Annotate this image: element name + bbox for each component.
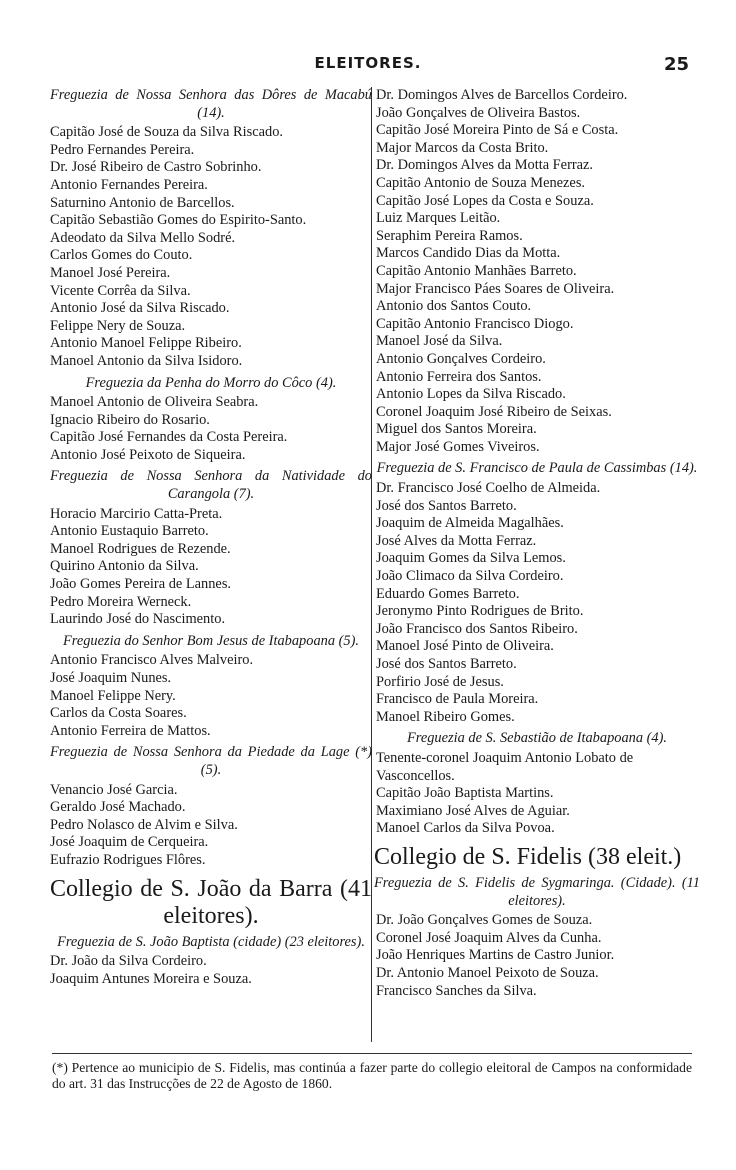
elector-name: Manoel Felippe Nery. xyxy=(50,687,176,704)
college-heading: Collegio de S. Fidelis (38 eleit.) xyxy=(374,843,682,870)
elector-name: Capitão José Fernandes da Costa Pereira. xyxy=(50,429,288,446)
elector-name: Eduardo Gomes Barreto. xyxy=(376,585,520,602)
page-number: 25 xyxy=(664,54,690,75)
parish-heading: Freguezia de S. Fidelis de Sygmaringa. (Cidade). (11 eleitores). xyxy=(374,874,700,909)
elector-list xyxy=(374,480,700,726)
elector-name: Pedro Moreira Werneck. xyxy=(50,593,192,610)
elector-name: José dos Santos Barreto. xyxy=(376,656,517,672)
elector-name: Coronel José Joaquim Alves da Cunha. xyxy=(376,929,602,946)
elector-name: Eufrazio Rodrigues Flôres. xyxy=(50,851,206,868)
elector-name: Francisco Sanches da Silva. xyxy=(376,982,537,999)
elector-name: Antonio Manoel Felippe Ribeiro. xyxy=(50,335,242,352)
elector-list xyxy=(50,506,372,629)
elector-name: Horacio Marcirio Catta-Preta. xyxy=(50,505,223,522)
elector-name: Dr. Domingos Alves de Barcellos Cordeiro. xyxy=(376,87,628,103)
elector-name: Antonio José da Silva Riscado. xyxy=(50,300,230,317)
elector-name: Geraldo José Machado. xyxy=(50,799,186,816)
elector-name: Capitão Antonio de Souza Menezes. xyxy=(376,174,586,191)
elector-list xyxy=(50,394,372,464)
elector-name: Adeodato da Silva Mello Sodré. xyxy=(50,229,236,246)
elector-name: Antonio Francisco Alves Malveiro. xyxy=(50,652,254,669)
elector-name: Antonio Gonçalves Cordeiro. xyxy=(376,350,546,367)
elector-list xyxy=(50,652,372,740)
elector-name: João Gomes Pereira de Lannes. xyxy=(50,576,232,593)
elector-name: Laurindo José do Nascimento. xyxy=(50,611,226,628)
elector-name: José Joaquim de Cerqueira. xyxy=(50,834,209,851)
parish-heading: Freguezia de Nossa Senhora da Piedade da Lage (*) (5). xyxy=(50,744,372,778)
elector-name: Dr. Domingos Alves da Motta Ferraz. xyxy=(376,157,594,174)
page-header xyxy=(0,54,736,78)
elector-name: Venancio José Garcia. xyxy=(50,781,178,798)
right-column xyxy=(374,87,700,1000)
elector-name: Maximiano José Alves de Aguiar. xyxy=(376,802,570,819)
elector-list xyxy=(50,124,372,370)
elector-name: Manoel Ribeiro Gomes. xyxy=(376,708,515,725)
elector-name: Vasconcellos. xyxy=(376,767,455,784)
page-title: ELEITORES. xyxy=(314,54,422,72)
parish-heading: Freguezia de S. Sebastião de Itabapoana (4). xyxy=(406,730,668,747)
elector-name: Antonio dos Santos Couto. xyxy=(376,298,532,315)
elector-name: Capitão Antonio Francisco Diogo. xyxy=(376,315,574,332)
elector-name: Capitão José Moreira Pinto de Sá e Costa. xyxy=(376,122,619,139)
parish-heading: Freguezia da Penha do Morro do Côco (4). xyxy=(85,374,337,391)
elector-name: Dr. Antonio Manoel Peixoto de Souza. xyxy=(376,964,599,981)
elector-name: Capitão Sebastião Gomes do Espirito-Santo. xyxy=(50,212,307,229)
elector-name: Ignacio Ribeiro do Rosario. xyxy=(50,411,210,428)
elector-name: Manoel José Pinto de Oliveira. xyxy=(376,638,554,655)
elector-name: João Climaco da Silva Cordeiro. xyxy=(376,568,564,585)
elector-name: Antonio Fernandes Pereira. xyxy=(50,176,208,193)
elector-name: José dos Santos Barreto. xyxy=(376,497,517,514)
elector-name: Carlos Gomes do Couto. xyxy=(50,247,193,264)
elector-name: José Joaquim Nunes. xyxy=(50,670,172,686)
elector-name: Luiz Marques Leitão. xyxy=(376,210,501,227)
elector-name: Francisco de Paula Moreira. xyxy=(376,691,539,708)
elector-name: Major Marcos da Costa Brito. xyxy=(376,139,549,156)
elector-name: Pedro Fernandes Pereira. xyxy=(50,141,195,158)
elector-name: João Henriques Martins de Castro Junior. xyxy=(376,947,615,964)
elector-name: Miguel dos Santos Moreira. xyxy=(376,421,537,438)
elector-name: Felippe Nery de Souza. xyxy=(50,317,186,334)
parish-heading: Freguezia de S. Francisco de Paula de Cassimbas (14). xyxy=(376,460,698,477)
elector-name: Dr. João da Silva Cordeiro. xyxy=(50,953,207,970)
elector-name: Porfirio José de Jesus. xyxy=(376,673,504,690)
elector-name: Manoel Antonio de Oliveira Seabra. xyxy=(50,394,259,411)
parish-heading: Freguezia do Senhor Bom Jesus de Itabapoana (5). xyxy=(62,632,360,649)
elector-name: Antonio Ferreira de Mattos. xyxy=(50,722,211,739)
elector-name: Dr. João Gonçalves Gomes de Souza. xyxy=(376,912,593,929)
elector-name: Joaquim Antunes Moreira e Souza. xyxy=(50,970,252,987)
elector-name: Antonio Ferreira dos Santos. xyxy=(376,368,542,385)
elector-name: Quirino Antonio da Silva. xyxy=(50,558,199,575)
elector-name: Major Francisco Páes Soares de Oliveira. xyxy=(376,280,615,297)
elector-name: Joaquim de Almeida Magalhães. xyxy=(376,515,564,532)
elector-name: Carlos da Costa Soares. xyxy=(50,705,187,722)
parish-heading: Freguezia de S. João Baptista (cidade) (23 eleitores). xyxy=(57,933,365,950)
elector-name: Capitão João Baptista Martins. xyxy=(376,785,554,802)
elector-name: Saturnino Antonio de Barcellos. xyxy=(50,194,235,211)
elector-name: Manoel Antonio da Silva Isidoro. xyxy=(50,352,243,369)
elector-name: Dr. José Ribeiro de Castro Sobrinho. xyxy=(50,159,262,176)
elector-name: Marcos Candido Dias da Motta. xyxy=(376,245,561,262)
elector-name: Seraphim Pereira Ramos. xyxy=(376,227,523,244)
elector-name: Antonio Lopes da Silva Riscado. xyxy=(376,386,566,403)
elector-name: Manoel José da Silva. xyxy=(376,333,503,350)
elector-list xyxy=(374,912,700,1000)
elector-name: Major José Gomes Viveiros. xyxy=(376,438,540,455)
elector-name: Joaquim Gomes da Silva Lemos. xyxy=(376,550,566,567)
elector-name: Antonio Eustaquio Barreto. xyxy=(50,523,209,540)
elector-name: Manoel José Pereira. xyxy=(50,264,171,281)
elector-name: Jeronymo Pinto Rodrigues de Brito. xyxy=(376,603,584,620)
elector-list xyxy=(374,87,700,456)
elector-name: Capitão José de Souza da Silva Riscado. xyxy=(50,124,284,141)
elector-name: Tenente-coronel Joaquim Antonio Lobato de xyxy=(376,749,634,766)
left-column xyxy=(50,87,372,988)
elector-name: Antonio José Peixoto de Siqueira. xyxy=(50,446,246,463)
parish-heading: Freguezia de Nossa Senhora da Natividade do Carangola (7). xyxy=(50,468,372,503)
elector-name: Manoel Rodrigues de Rezende. xyxy=(50,540,231,557)
elector-name: João Gonçalves de Oliveira Bastos. xyxy=(376,104,581,121)
elector-list xyxy=(50,782,372,870)
elector-name: Capitão José Lopes da Costa e Souza. xyxy=(376,192,594,209)
elector-name: José Alves da Motta Ferraz. xyxy=(376,532,537,549)
elector-name: Coronel Joaquim José Ribeiro de Seixas. xyxy=(376,403,612,420)
elector-name: Vicente Corrêa da Silva. xyxy=(50,282,191,299)
elector-name: João Francisco dos Santos Ribeiro. xyxy=(376,620,578,637)
parish-heading: Freguezia de Nossa Senhora das Dôres de Macabú (14). xyxy=(50,87,372,121)
elector-name: Pedro Nolasco de Alvim e Silva. xyxy=(50,816,238,833)
footnote: (*) Pertence ao municipio de S. Fidelis, mas continúa a fazer parte do collegio eleitoral de Campos na conformidade do art. 31 das Instrucções de 22 de Agosto de 1860. xyxy=(52,1053,692,1091)
elector-list xyxy=(50,953,372,988)
elector-name: Manoel Carlos da Silva Povoa. xyxy=(376,820,555,837)
elector-name: Capitão Antonio Manhães Barreto. xyxy=(376,262,577,279)
elector-list xyxy=(374,750,700,838)
college-heading: Collegio de S. João da Barra (41 eleitores). xyxy=(50,875,372,929)
elector-name: Dr. Francisco José Coelho de Almeida. xyxy=(376,480,601,497)
